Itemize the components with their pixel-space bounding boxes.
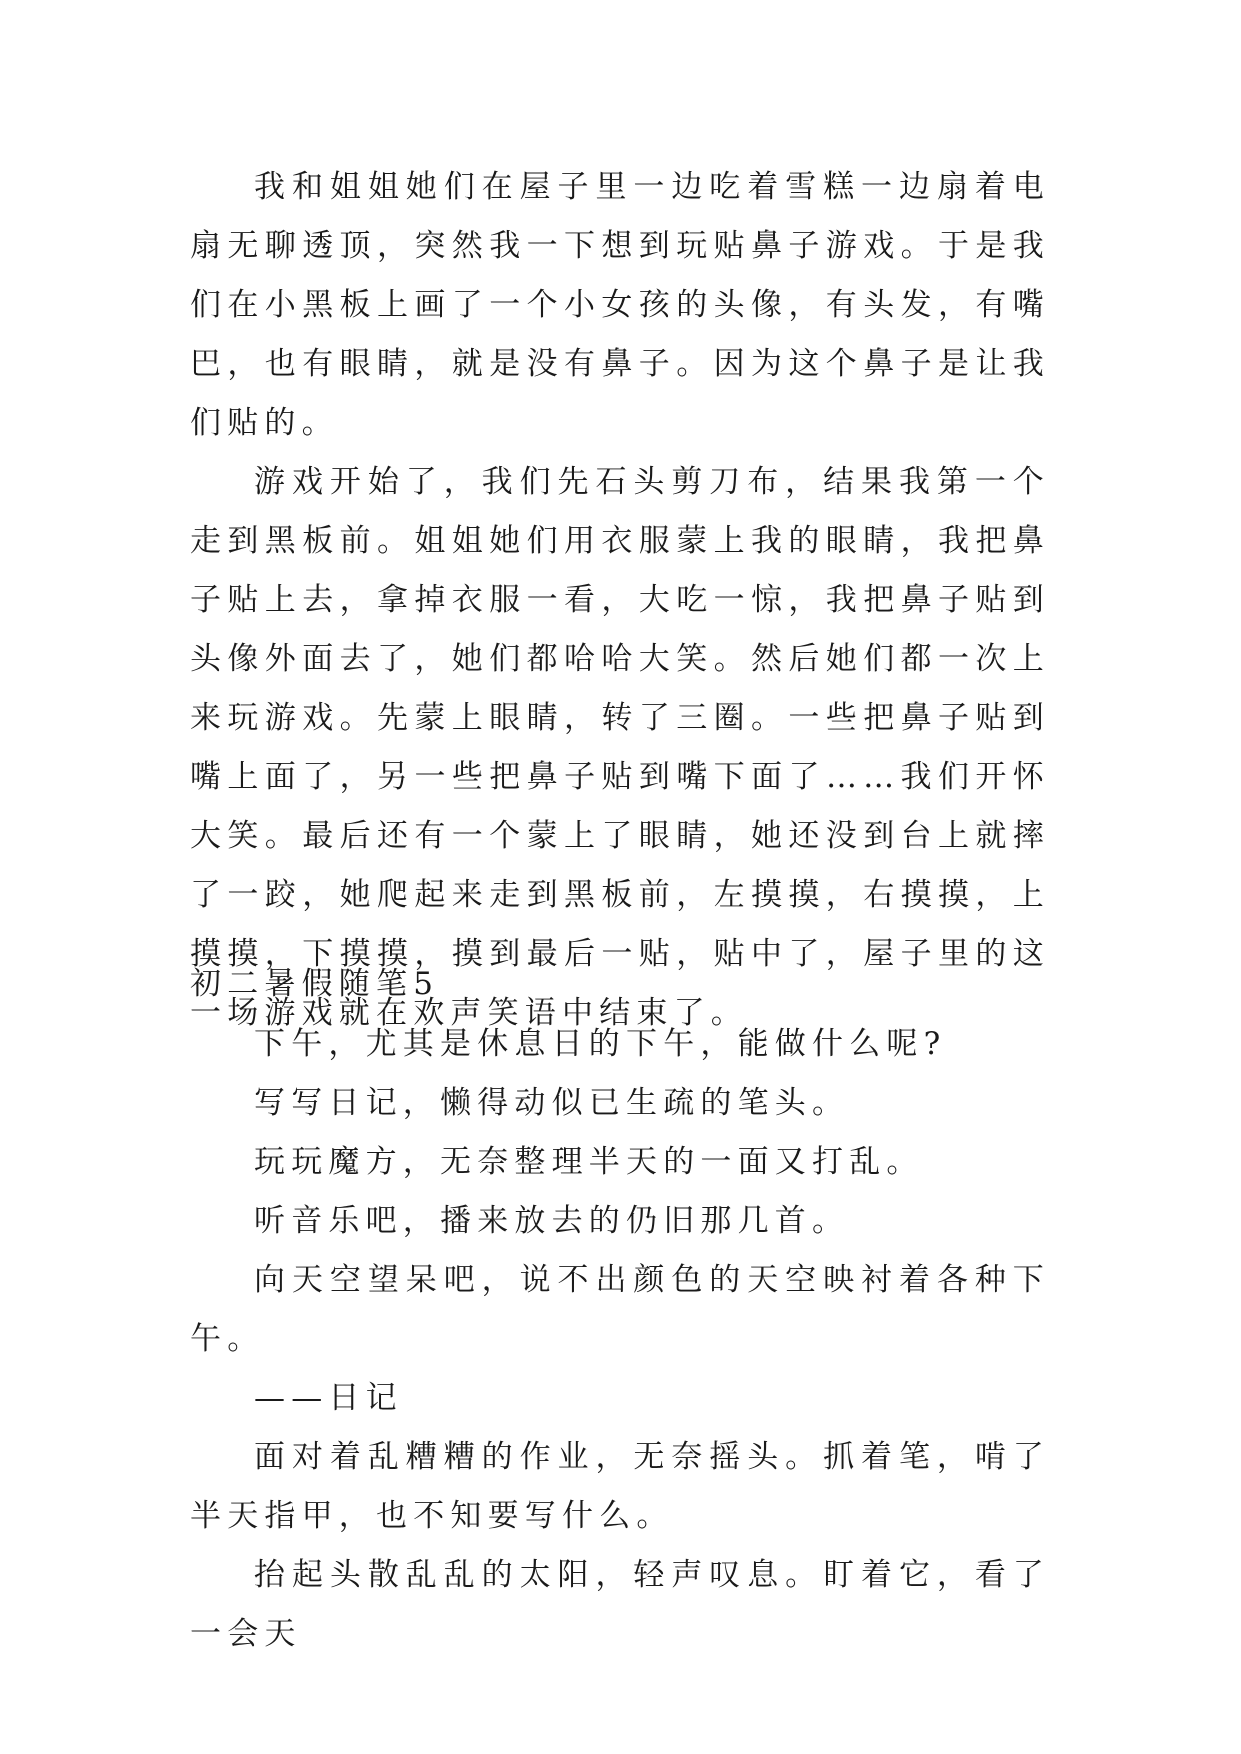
- essay-paragraph-6: 面对着乱糟糟的作业，无奈摇头。抓着笔，啃了半天指甲，也不知要写什么。: [190, 1439, 1050, 1534]
- essay-heading-section: [190, 955, 1050, 1014]
- essay-signature: ——日记: [254, 1380, 403, 1416]
- essay-paragraph-1: 下午，尤其是休息日的下午，能做什么呢?: [254, 1026, 947, 1062]
- story-section: [190, 158, 1050, 1043]
- essay-paragraph-4: 听音乐吧，播来放去的仍旧那几首。: [254, 1203, 850, 1239]
- essay-title: 初二暑假随笔5: [190, 966, 440, 1002]
- story-paragraph-2: 游戏开始了，我们先石头剪刀布，结果我第一个走到黑板前。姐姐她们用衣服蒙上我的眼睛，我把鼻子贴上去，拿掉衣服一看，大吃一惊，我把鼻子贴到头像外面去了，她们都哈哈大笑。然后她们都一次上来玩游戏。先蒙上眼睛，转了三圈。一些把鼻子贴到嘴上面了，另一些把鼻子贴到嘴下面了……我们开怀大笑。最后还有一个蒙上了眼睛，她还没到台上就摔了一跤，她爬起来走到黑板前，左摸摸，右摸摸，上摸摸，下摸摸，摸到最后一贴，贴中了，屋子里的这一场游戏就在欢声笑语中结束了。: [190, 464, 1050, 1031]
- essay-body-section: [190, 1015, 1050, 1664]
- story-paragraph-1: 我和姐姐她们在屋子里一边吃着雪糕一边扇着电扇无聊透顶，突然我一下想到玩贴鼻子游戏。于是我们在小黑板上画了一个小女孩的头像，有头发，有嘴巴，也有眼睛，就是没有鼻子。因为这个鼻子是让我们贴的。: [190, 169, 1050, 441]
- essay-paragraph-7: 抬起头散乱乱的太阳，轻声叹息。盯着它，看了一会天: [190, 1557, 1050, 1652]
- essay-paragraph-2: 写写日记，懒得动似已生疏的笔头。: [254, 1085, 850, 1121]
- essay-paragraph-3: 玩玩魔方，无奈整理半天的一面又打乱。: [254, 1144, 924, 1180]
- essay-paragraph-5: 向天空望呆吧，说不出颜色的天空映衬着各种下午。: [190, 1262, 1050, 1357]
